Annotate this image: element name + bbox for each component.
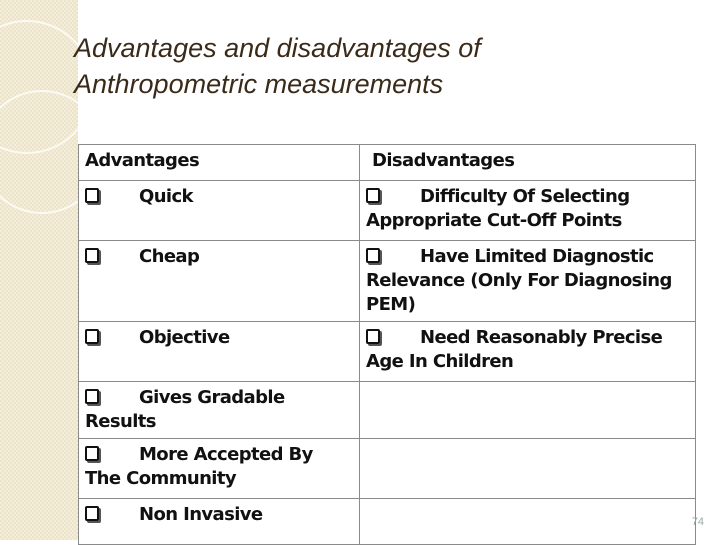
header-advantages: Advantages: [79, 145, 360, 181]
advantage-cell: [79, 499, 360, 545]
disadvantage-cell: [360, 241, 696, 322]
checkbox-bullet-icon: [366, 248, 380, 263]
advantage-text: Gives Gradable Results: [85, 387, 285, 432]
page-number: 74: [691, 516, 704, 528]
decorative-side-band: [0, 0, 78, 540]
disadvantage-cell: [360, 181, 696, 241]
checkbox-bullet-icon: [366, 188, 380, 203]
advantage-cell: [79, 439, 360, 499]
header-disadvantages: Disadvantages: [360, 145, 696, 181]
advantage-text: More Accepted By The Community: [85, 444, 313, 489]
table-row: [79, 181, 696, 241]
disadvantage-text: Have Limited Diagnostic Relevance (Only For Diagnosing PEM): [366, 246, 672, 315]
disadvantage-cell: [360, 439, 696, 499]
checkbox-bullet-icon: [85, 248, 99, 263]
table-row: [79, 439, 696, 499]
disadvantage-text: Need Reasonably Precise Age In Children: [366, 327, 663, 372]
advantage-text: Objective: [139, 327, 230, 348]
table-row: [79, 382, 696, 439]
advantage-cell: [79, 382, 360, 439]
table-row: [79, 322, 696, 382]
advantage-text: Cheap: [139, 246, 200, 267]
table-row: [79, 241, 696, 322]
slide-title: [74, 30, 694, 102]
checkbox-bullet-icon: [85, 506, 99, 521]
slide-title-line-2: Anthropometric measurements: [74, 69, 444, 99]
disadvantage-cell: [360, 382, 696, 439]
disadvantage-text: Difficulty Of Selecting Appropriate Cut-Off Points: [366, 186, 630, 231]
checkbox-bullet-icon: [85, 329, 99, 344]
advantage-text: Non Invasive: [139, 504, 263, 525]
checkbox-bullet-icon: [85, 188, 99, 203]
comparison-table: [78, 144, 696, 545]
table-row: [79, 499, 696, 545]
advantage-cell: [79, 241, 360, 322]
disadvantage-cell: [360, 322, 696, 382]
disadvantage-cell: [360, 499, 696, 545]
checkbox-bullet-icon: [366, 329, 380, 344]
advantage-cell: [79, 322, 360, 382]
checkbox-bullet-icon: [85, 389, 99, 404]
advantage-cell: [79, 181, 360, 241]
advantage-text: Quick: [139, 186, 193, 207]
checkbox-bullet-icon: [85, 446, 99, 461]
slide-title-line-1: Advantages and disadvantages of: [74, 33, 481, 63]
table-header-row: [79, 145, 696, 181]
